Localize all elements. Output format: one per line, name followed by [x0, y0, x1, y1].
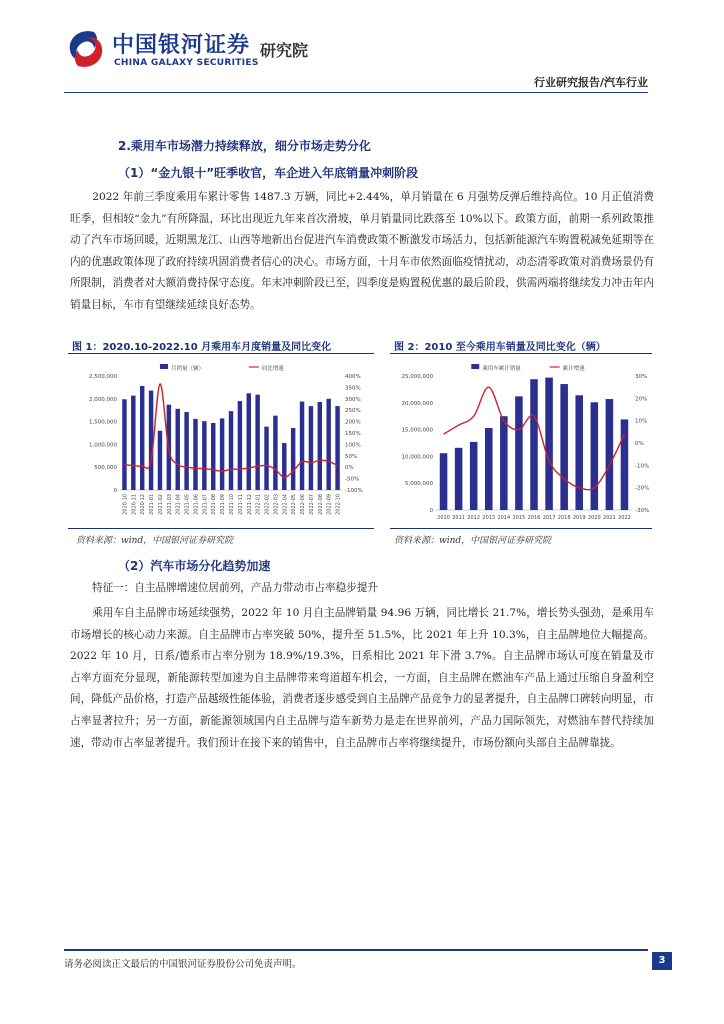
chart-2-annual-sales	[392, 358, 654, 524]
sales-bar	[122, 399, 126, 490]
y-left-tick-label: 5,000,000	[405, 481, 433, 488]
sales-bar	[515, 396, 523, 510]
x-tick-label: 2019	[572, 515, 586, 521]
x-tick-label: 2020	[587, 515, 601, 521]
y-right-tick-label: 20%	[635, 396, 648, 403]
sales-bar	[202, 421, 206, 490]
y-right-tick-label: 100%	[345, 442, 361, 449]
y-left-tick-label: 0	[113, 488, 117, 494]
y-right-tick-label: 0%	[635, 441, 644, 447]
y-right-tick-label: -30%	[635, 508, 650, 514]
y-right-tick-label: 200%	[345, 419, 361, 426]
sales-bar	[264, 427, 268, 490]
x-tick-label: 2022-08	[317, 494, 324, 515]
y-left-tick-label: 25,000,000	[401, 374, 433, 380]
x-tick-label: 2021	[603, 515, 616, 521]
sales-bar	[184, 412, 188, 490]
logo-english-name: CHINA GALAXY SECURITIES	[114, 58, 259, 68]
x-tick-label: 2021-02	[157, 494, 164, 515]
sales-bar	[282, 443, 286, 490]
x-tick-label: 2022-03	[273, 494, 280, 515]
x-tick-label: 2022-02	[264, 494, 271, 515]
paragraph-2-text: 乘用车自主品牌市场延续强势，2022 年 10 月自主品牌销量 94.96 万辆，同比增长 21.7%，增长势头强劲，是乘用车市场增长的核心动力来源。自主品牌市占率突破 50%，提升至 51.5%，比 2021 年上升 10.3%，自主品牌地位大幅提高。2022 年 10 月，日系/德系市占率分别为 18.9%/19.3%，日系相比 2021 年下滑 3.7%。自主品牌市场认可度在销量及市占率方面充分显现，新能源转型加速为自主品牌带来弯道超车机会，一方面，自主品牌在燃油车产品上通过压缩自身盈利空间，降低产品价格，打造产品越级性能体验，消费者逐步感受到自主品牌产品竞争力的显著提升，自主品牌口碑转向明显，市占率显著拉升；另一方面，新能源领域国内自主品牌与造车新势力是走在世界前列，产品力国际领先，对燃油车替代持续加速，带动市占率显著提升。我们预计在接下来的销售中，自主品牌市占率将继续提升，市场份额向头部自主品牌靠拢。	[70, 607, 654, 749]
x-tick-label: 2021-08	[211, 494, 218, 515]
brand-logo	[64, 26, 344, 76]
x-tick-label: 2021-01	[149, 494, 156, 515]
sales-bar	[500, 416, 508, 510]
x-tick-label: 2020-10	[122, 494, 129, 515]
logo-chinese-name: 中国银河证券	[112, 33, 251, 58]
x-tick-label: 2021-05	[184, 494, 191, 515]
y-left-tick-label: 2,500,000	[89, 374, 117, 380]
sales-bar	[149, 391, 153, 490]
x-tick-label: 2021-11	[237, 494, 244, 515]
sales-bar	[591, 402, 599, 510]
paragraph-1	[70, 187, 654, 317]
y-left-tick-label: 0	[429, 508, 433, 514]
sales-bar	[131, 396, 135, 490]
x-tick-label: 2018	[557, 515, 571, 521]
x-tick-label: 2020-12	[140, 494, 147, 515]
legend-bar-swatch	[471, 364, 479, 369]
x-tick-label: 2022	[618, 515, 631, 521]
legend-line-label: 同比增速	[261, 366, 284, 372]
legend-bar-label: 乘用车累计销量	[482, 366, 521, 372]
sales-bar	[273, 416, 277, 490]
y-right-tick-label: -20%	[635, 485, 650, 492]
chart-1-monthly-sales	[70, 358, 370, 524]
sales-bar	[530, 379, 538, 510]
x-tick-label: 2021-03	[166, 494, 173, 515]
sales-bar	[238, 401, 242, 490]
sales-bar	[255, 395, 259, 490]
y-right-tick-label: 300%	[345, 396, 361, 403]
y-left-tick-label: 15,000,000	[401, 427, 433, 434]
y-left-tick-label: 2,000,000	[89, 396, 117, 403]
figure-2-source: 资料来源：wind，中国银河证券研究院	[394, 536, 552, 546]
sales-bar	[247, 393, 251, 490]
x-tick-label: 2022-09	[326, 494, 333, 515]
sales-bar	[440, 453, 448, 510]
y-left-tick-label: 20,000,000	[401, 400, 433, 407]
y-right-tick-label: 10%	[635, 418, 648, 425]
y-right-tick-label: -10%	[635, 463, 650, 470]
paragraph-2	[70, 603, 654, 754]
y-left-tick-label: 10,000,000	[401, 454, 433, 461]
sales-bar	[606, 399, 614, 510]
sales-bar	[220, 418, 224, 490]
sales-bar	[158, 431, 162, 490]
x-tick-label: 2021-07	[202, 494, 209, 515]
sales-bar	[291, 428, 295, 490]
y-right-tick-label: 0%	[345, 465, 354, 472]
figure-1-title: 图 1：2020.10-2022.10 月乘用车月度销量及同比变化	[72, 342, 332, 353]
header-divider	[64, 92, 648, 93]
sales-bar	[309, 406, 313, 490]
x-tick-label: 2022-06	[300, 494, 307, 515]
report-category: 行业研究报告/汽车行业	[533, 76, 648, 89]
sales-bar	[560, 384, 568, 510]
y-right-tick-label: 30%	[635, 374, 648, 380]
sales-bar	[193, 419, 197, 490]
x-tick-label: 2012	[467, 515, 481, 521]
sales-bar	[575, 395, 583, 510]
y-right-tick-label: 150%	[345, 431, 361, 437]
footer-disclaimer: 请务必阅读正文最后的中国银河证券股份公司免责声明。	[64, 959, 302, 970]
x-tick-label: 2014	[497, 515, 511, 521]
galaxy-logo-icon	[64, 26, 108, 72]
sales-bar	[318, 402, 322, 490]
figure-2-title: 图 2：2010 至今乘用车销量及同比变化（辆）	[394, 342, 606, 353]
x-tick-label: 2021-06	[193, 494, 200, 515]
y-left-tick-label: 500,000	[94, 465, 117, 472]
legend-bar-swatch	[160, 364, 168, 369]
figure-2-rule	[390, 353, 652, 354]
x-tick-label: 2010	[437, 515, 450, 521]
x-tick-label: 2011	[452, 515, 465, 521]
x-tick-label: 2022-10	[335, 494, 342, 515]
feature-1-label: 特征一：自主品牌增速位居前列，产品力带动市占率稳步提升	[92, 582, 379, 594]
sales-bar	[176, 409, 180, 490]
sales-bar	[621, 419, 629, 510]
section-heading: 2.乘用车市场潜力持续释放，细分市场走势分化	[118, 139, 371, 153]
figure-1-source: 资料来源：wind，中国银河证券研究院	[76, 536, 234, 546]
paragraph-1-text: 2022 年前三季度乘用车累计零售 1487.3 万辆，同比+2.44%，单月销量在 6 月强势反弹后维持高位。10 月正值消费旺季，但相较“金九”有所降温，环比出现近九年来首次滑坡，单月销量同比跌落至 10%以下。政策方面，前期一系列政策推动了汽车市场回暖，近期黑龙江、山西等地新出台促进汽车消费政策不断激发市场活力，包括新能源汽车购置税减免延期等在内的优惠政策体现了政府持续巩固消费者信心的决心。市场方面，十月车市依然面临疫情扰动，动态清零政策对消费场景仍有所限制，消费者对大额消费持保守态度。年末冲刺阶段已至，四季度是购置税优惠的最后阶段，供需两端将继续发力冲击年内销量目标，车市有望继续延续良好态势。	[70, 191, 654, 311]
footer-divider	[64, 949, 648, 951]
subsection-heading-2: （2）汽车市场分化趋势加速	[118, 559, 271, 573]
y-right-tick-label: -50%	[345, 476, 360, 483]
sales-bar	[485, 428, 493, 510]
sales-bar	[229, 411, 233, 490]
legend-bar-label: 月销量（辆）	[170, 366, 204, 372]
x-tick-label: 2022-07	[308, 494, 315, 515]
y-right-tick-label: 50%	[345, 453, 358, 460]
x-tick-label: 2021-04	[175, 494, 182, 515]
sales-bar	[470, 442, 478, 510]
y-left-tick-label: 1,000,000	[89, 442, 117, 449]
sales-bar	[455, 448, 463, 510]
sales-bar	[545, 378, 553, 510]
legend-line-label: 累计增速	[562, 366, 585, 372]
y-right-tick-label: 400%	[345, 374, 361, 380]
sales-bar	[335, 406, 339, 490]
subsection-heading-1: （1）“金九银十”旺季收官，车企进入年底销量冲刺阶段	[118, 166, 419, 180]
x-tick-label: 2015	[512, 515, 526, 521]
figure-2-bottom-rule	[390, 528, 652, 529]
x-tick-label: 2021-10	[229, 494, 235, 515]
y-right-tick-label: 250%	[345, 408, 361, 415]
sales-bar	[300, 402, 304, 490]
figure-1-bottom-rule	[68, 528, 374, 529]
x-tick-label: 2021-12	[246, 494, 253, 515]
x-tick-label: 2022-05	[291, 494, 298, 515]
page-number: 3	[652, 952, 672, 970]
x-tick-label: 2013	[482, 515, 496, 521]
sales-bar	[211, 423, 215, 490]
x-tick-label: 2017	[542, 515, 556, 521]
figure-1-rule	[68, 353, 374, 354]
y-left-tick-label: 1,500,000	[89, 419, 117, 426]
x-tick-label: 2021-09	[220, 494, 227, 515]
x-tick-label: 2020-11	[131, 494, 138, 515]
sales-bar	[326, 399, 330, 490]
y-right-tick-label: -100%	[345, 488, 363, 494]
x-tick-label: 2022-04	[282, 494, 289, 515]
x-tick-label: 2022-01	[255, 494, 262, 515]
logo-department: 研究院	[260, 41, 309, 60]
y-right-tick-label: 350%	[345, 385, 361, 392]
x-tick-label: 2016	[527, 515, 541, 521]
sales-bar	[140, 386, 144, 490]
